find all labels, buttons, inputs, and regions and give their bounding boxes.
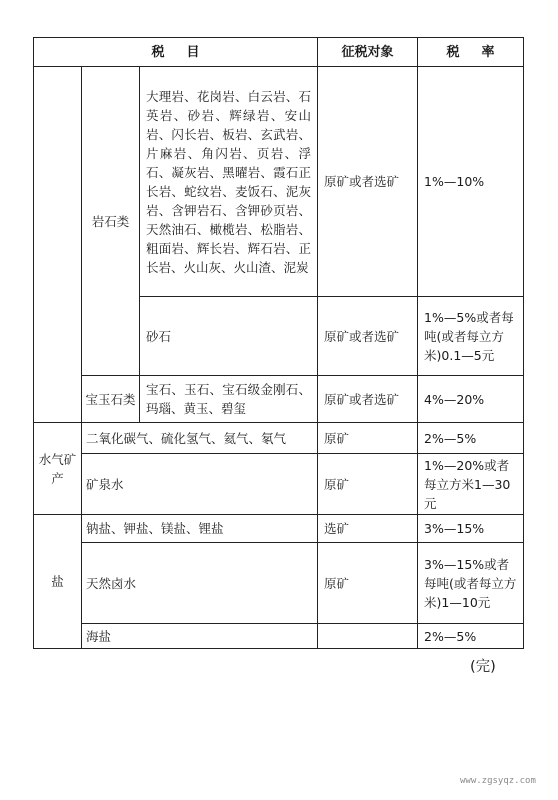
row-item: 天然卤水 bbox=[82, 543, 318, 624]
end-mark: (完) bbox=[470, 659, 496, 675]
table-header-row bbox=[34, 38, 524, 67]
header-item: 税目 bbox=[34, 38, 318, 67]
header-object: 征税对象 bbox=[318, 38, 418, 67]
row-rate: 2%—5% bbox=[418, 624, 524, 649]
table-row bbox=[34, 454, 524, 515]
category-blank bbox=[34, 67, 82, 423]
row-object: 原矿 bbox=[318, 454, 418, 515]
table-row bbox=[34, 376, 524, 423]
row-rate: 2%—5% bbox=[418, 423, 524, 454]
subcategory-gem: 宝玉石类 bbox=[82, 376, 140, 423]
table-row bbox=[34, 67, 524, 297]
subcategory-rock: 岩石类 bbox=[82, 67, 140, 376]
table-row bbox=[34, 423, 524, 454]
row-rate: 1%—10% bbox=[418, 67, 524, 297]
row-rate: 3%—15%或者每吨(或者每立方米)1—10元 bbox=[418, 543, 524, 624]
row-object: 选矿 bbox=[318, 515, 418, 543]
row-object bbox=[318, 624, 418, 649]
row-item: 矿泉水 bbox=[82, 454, 318, 515]
category-salt: 盐 bbox=[34, 515, 82, 649]
row-object: 原矿或者选矿 bbox=[318, 297, 418, 376]
header-rate: 税率 bbox=[418, 38, 524, 67]
table-row bbox=[34, 543, 524, 624]
row-object: 原矿 bbox=[318, 423, 418, 454]
row-rate: 4%—20% bbox=[418, 376, 524, 423]
tax-rate-table bbox=[33, 37, 524, 649]
row-item: 二氧化碳气、硫化氢气、氦气、氡气 bbox=[82, 423, 318, 454]
row-object: 原矿或者选矿 bbox=[318, 376, 418, 423]
row-object: 原矿 bbox=[318, 543, 418, 624]
row-rate: 1%—20%或者每立方米1—30元 bbox=[418, 454, 524, 515]
row-object: 原矿或者选矿 bbox=[318, 67, 418, 297]
category-water-gas: 水气矿产 bbox=[34, 423, 82, 515]
row-rate: 1%—5%或者每吨(或者每立方米)0.1—5元 bbox=[418, 297, 524, 376]
table-row bbox=[34, 515, 524, 543]
table-row bbox=[34, 624, 524, 649]
row-item: 海盐 bbox=[82, 624, 318, 649]
row-item: 宝石、玉石、宝石级金刚石、玛瑙、黄玉、碧玺 bbox=[140, 376, 318, 423]
row-item: 砂石 bbox=[140, 297, 318, 376]
watermark: www.zgsyqz.com bbox=[460, 776, 536, 786]
row-item: 大理岩、花岗岩、白云岩、石英岩、砂岩、辉绿岩、安山岩、闪长岩、板岩、玄武岩、片麻岩、角闪岩、页岩、浮石、凝灰岩、黑曜岩、霞石正长岩、蛇纹岩、麦饭石、泥灰岩、含钾岩石、含钾砂页岩、天然油石、橄榄岩、松脂岩、粗面岩、辉长岩、辉石岩、正长岩、火山灰、火山渣、泥炭 bbox=[140, 67, 318, 297]
row-rate: 3%—15% bbox=[418, 515, 524, 543]
row-item: 钠盐、钾盐、镁盐、锂盐 bbox=[82, 515, 318, 543]
